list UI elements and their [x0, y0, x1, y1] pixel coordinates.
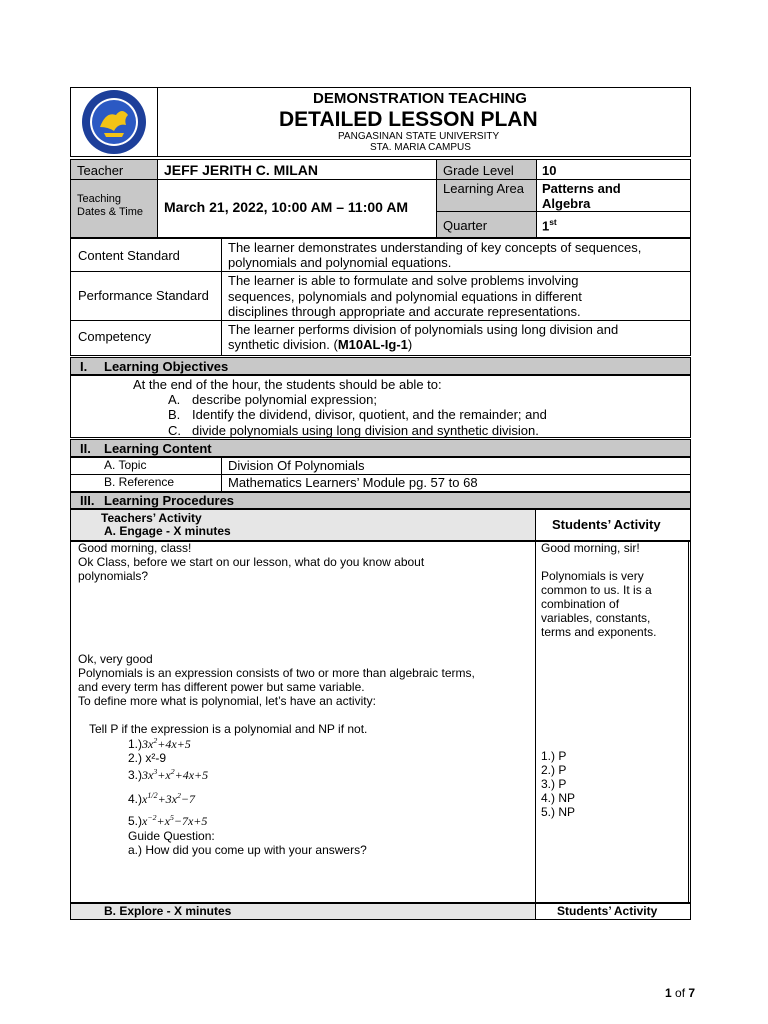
university-seal [76, 89, 152, 155]
student-line: Good morning, sir! [541, 541, 640, 555]
dates-label: Teaching [77, 193, 122, 205]
guide-question-a: a.) How did you come up with your answers? [128, 843, 367, 857]
teacher-line: polynomials? [78, 569, 149, 583]
expression-5: $5.)x^{-2}+x^5-7x+5$ [128, 813, 208, 828]
objective-text: divide polynomials using long division and synthetic division. [192, 423, 539, 438]
content-standard-label: Content Standard [78, 248, 180, 263]
page-title: DETAILED LESSON PLAN [279, 108, 538, 131]
divider [436, 211, 691, 212]
divider [688, 541, 689, 903]
topic-value: Division Of Polynomials [228, 458, 365, 473]
teacher-line: To define more what is polynomial, let’s have an activity: [78, 694, 376, 708]
performance-standard-text: sequences, polynomials and polynomial equations in different [228, 289, 582, 304]
teachers-activity-label: Teachers’ Activity [101, 511, 202, 525]
teacher-line: Polynomials is an expression consists of two or more than algebraic terms, [78, 666, 475, 680]
expression-4: $4.)x^{1/2}+3x^2-7$ [128, 791, 196, 806]
content-standard-text: The learner demonstrates understanding of key concepts of sequences, [228, 240, 642, 255]
objective-letter: A. [168, 392, 181, 407]
objective-letter: B. [168, 407, 181, 422]
quarter-label: Quarter [443, 218, 488, 233]
header-line1: DEMONSTRATION TEACHING [313, 90, 527, 107]
explore-label: B. Explore - X minutes [104, 904, 232, 918]
divider [70, 271, 691, 272]
student-answer: 1.) P [541, 749, 567, 763]
competency-text: The learner performs division of polynomials using long division and [228, 322, 619, 337]
student-line: Polynomials is very [541, 569, 644, 583]
divider [157, 159, 158, 238]
area-label: Learning Area [443, 181, 524, 196]
teacher-label: Teacher [77, 163, 124, 178]
divider [536, 159, 537, 238]
area-value: Algebra [542, 196, 591, 211]
student-answer: 3.) P [541, 777, 567, 791]
area-value: Patterns and [542, 181, 621, 196]
objectives-intro: At the end of the hour, the students should be able to: [133, 377, 442, 392]
objective-letter: C. [168, 423, 181, 438]
performance-standard-text: disciplines through appropriate and accurate representations. [228, 304, 581, 319]
performance-standard-text: The learner is able to formulate and solve problems involving [228, 273, 579, 288]
procedures-heading: Learning Procedures [104, 493, 235, 508]
content-heading: Learning Content [104, 441, 212, 456]
divider [70, 179, 691, 180]
guide-question: Guide Question: [128, 829, 215, 843]
student-line: variables, constants, [541, 611, 651, 625]
dates-label: Dates & Time [77, 206, 144, 218]
students-activity-label-2: Students’ Activity [557, 904, 658, 918]
university-name: PANGASINAN STATE UNIVERSITY [338, 131, 500, 142]
quarter-value: 1st [542, 217, 557, 234]
student-line: terms and exponents. [541, 625, 657, 639]
performance-standard-label: Performance Standard [78, 288, 209, 303]
student-line: combination of [541, 597, 620, 611]
dates-value: March 21, 2022, 10:00 AM – 11:00 AM [164, 199, 409, 215]
teacher-value: JEFF JERITH C. MILAN [164, 162, 319, 178]
header-divider [157, 87, 158, 157]
content-standard-text: polynomials and polynomial equations. [228, 255, 452, 270]
competency-text: synthetic division. (M10AL-Ig-1) [228, 337, 413, 352]
expression-2: 2.) x²-9 [128, 751, 167, 765]
divider [535, 541, 536, 903]
teacher-line: Ok, very good [78, 652, 153, 666]
content-heading-num: II. [80, 441, 91, 456]
grade-value: 10 [542, 163, 557, 178]
objectives-heading-num: I. [80, 359, 88, 374]
divider [221, 238, 222, 356]
campus-name: STA. MARIA CAMPUS [370, 142, 471, 153]
expression-3: $3.)3x^3+x^2+4x+5$ [128, 767, 209, 782]
objective-text: Identify the dividend, divisor, quotient, and the remainder; and [192, 407, 547, 422]
grade-label: Grade Level [443, 163, 514, 178]
competency-label: Competency [78, 329, 151, 344]
page-number: 1 of 7 [665, 986, 696, 1000]
student-answer: 5.) NP [541, 805, 576, 819]
expression-1: $1.)3x^2+4x+5$ [128, 736, 191, 751]
student-answer: 2.) P [541, 763, 567, 777]
teacher-line: Tell P if the expression is a polynomial and NP if not. [89, 722, 368, 736]
divider [70, 320, 691, 321]
student-answer: 4.) NP [541, 791, 576, 805]
student-line: common to us. It is a [541, 583, 652, 597]
objectives-heading: Learning Objectives [104, 359, 229, 374]
objective-text: describe polynomial expression; [192, 392, 377, 407]
students-activity-label: Students’ Activity [552, 517, 661, 532]
divider [436, 159, 437, 238]
topic-label: A. Topic [104, 458, 147, 472]
procedures-heading-num: III. [80, 493, 95, 508]
teacher-line: and every term has different power but same variable. [78, 680, 365, 694]
teacher-line: Good morning, class! [78, 541, 192, 555]
reference-value: Mathematics Learners’ Module pg. 57 to 68 [228, 475, 478, 490]
engage-label: A. Engage - X minutes [104, 524, 231, 538]
teacher-line: Ok Class, before we start on our lesson, what do you know about [78, 555, 425, 569]
reference-label: B. Reference [104, 475, 175, 489]
